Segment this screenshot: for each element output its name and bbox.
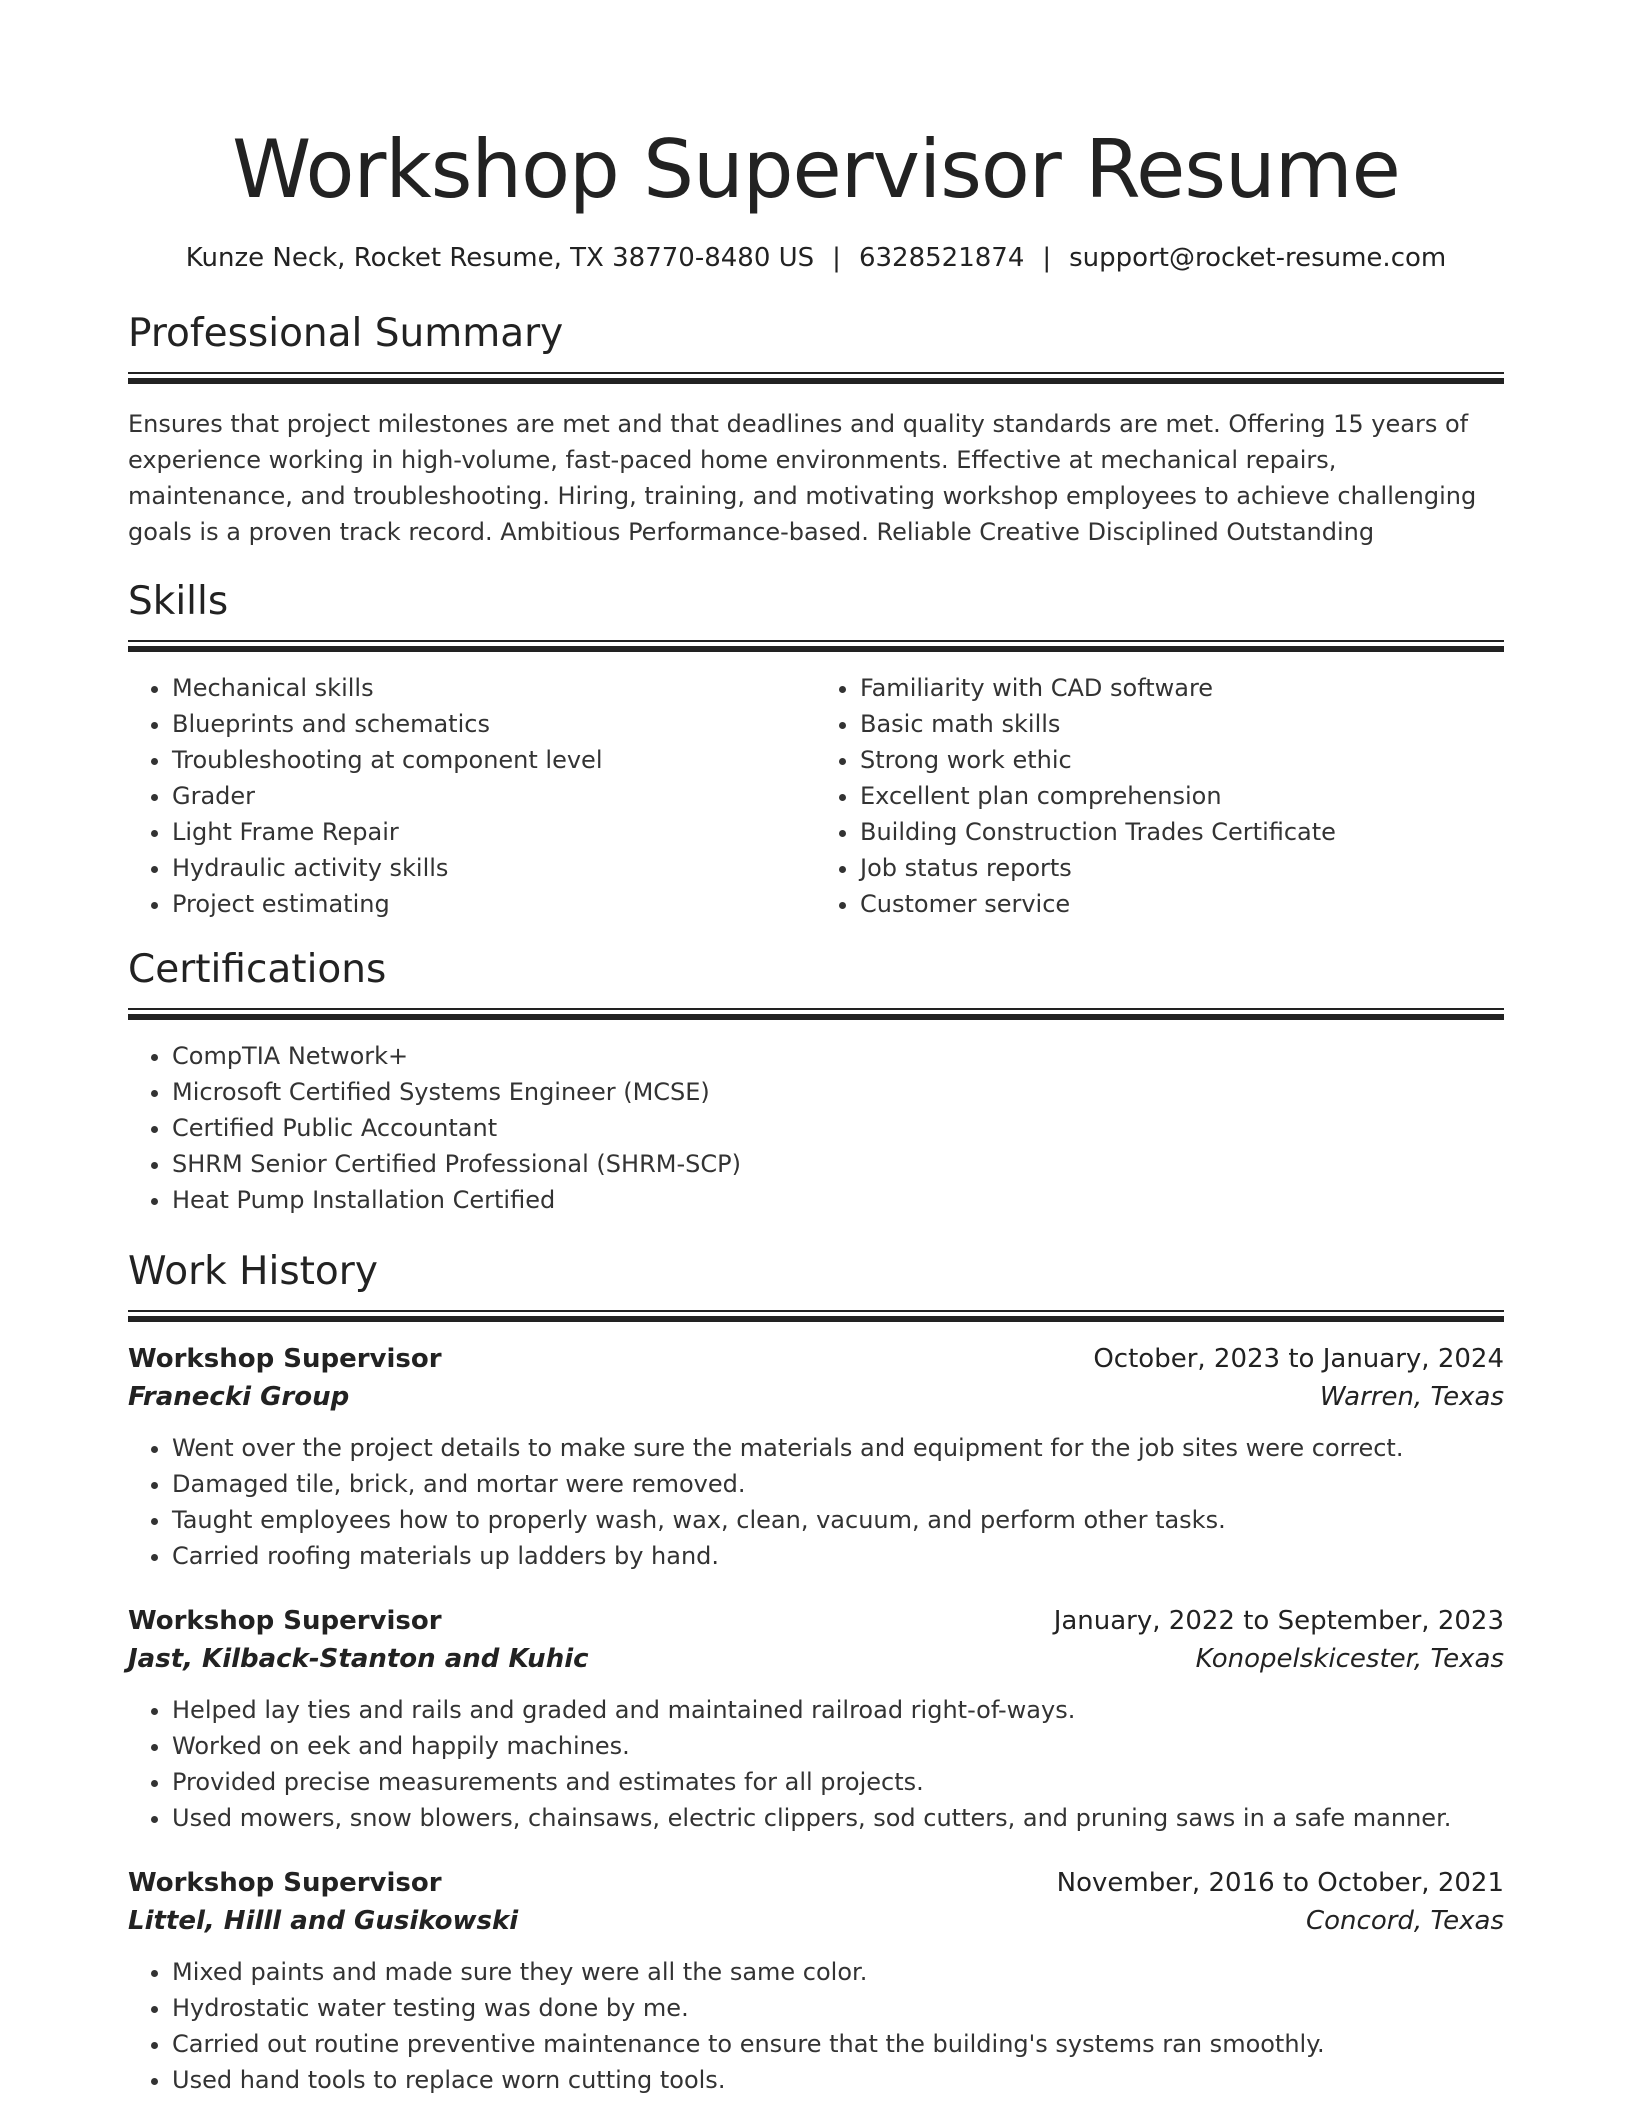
- job-header: [128, 1864, 1504, 1902]
- job-dates: October, 2023 to January, 2024: [1093, 1344, 1504, 1374]
- job-bullet: • Mixed paints and made sure they were all the same color.: [172, 1954, 1504, 1990]
- summary-section: [128, 310, 1504, 550]
- job-bullet: • Carried roofing materials up ladders by hand.: [172, 1538, 1504, 1574]
- contact-address: Kunze Neck, Rocket Resume, TX 38770-8480 US: [185, 243, 815, 273]
- job-bullet: • Taught employees how to properly wash, wax, clean, vacuum, and perform other tasks.: [172, 1502, 1504, 1538]
- job-company: Littel, Hilll and Gusikowski: [128, 1906, 519, 1936]
- certification-item: • CompTIA Network+: [172, 1038, 1504, 1074]
- job-company: Franecki Group: [128, 1382, 350, 1412]
- job-location: Concord, Texas: [1306, 1906, 1504, 1936]
- job-location: Warren, Texas: [1319, 1382, 1504, 1412]
- skill-item: • Project estimating: [172, 886, 816, 922]
- job-dates: January, 2022 to September, 2023: [1053, 1606, 1504, 1636]
- skill-item: • Excellent plan comprehension: [860, 778, 1504, 814]
- skills-right-list: [816, 670, 1504, 922]
- certification-item: • Microsoft Certified Systems Engineer (MCSE): [172, 1074, 1504, 1110]
- job-header: [128, 1602, 1504, 1640]
- job-location: Konopelskicester, Texas: [1195, 1644, 1504, 1674]
- contact-phone: 6328521874: [858, 243, 1025, 273]
- job-subheader: [128, 1640, 1504, 1678]
- certification-item: • Certified Public Accountant: [172, 1110, 1504, 1146]
- job-entry: [128, 1340, 1504, 1574]
- job-bullet-list: [128, 1954, 1504, 2098]
- skill-item: • Strong work ethic: [860, 742, 1504, 778]
- skill-item: • Grader: [172, 778, 816, 814]
- skills-section: [128, 578, 1504, 922]
- skill-item: • Job status reports: [860, 850, 1504, 886]
- job-bullet-list: [128, 1430, 1504, 1574]
- job-bullet: • Used hand tools to replace worn cutting tools.: [172, 2062, 1504, 2098]
- job-title: Workshop Supervisor: [128, 1344, 442, 1374]
- section-rule: [128, 640, 1504, 652]
- job-company: Jast, Kilback-Stanton and Kuhic: [128, 1644, 589, 1674]
- job-title: Workshop Supervisor: [128, 1606, 442, 1636]
- job-bullet: • Used mowers, snow blowers, chainsaws, electric clippers, sod cutters, and pruning saws in a safe manner.: [172, 1800, 1504, 1836]
- section-rule: [128, 372, 1504, 384]
- contact-line: [128, 242, 1504, 274]
- summary-heading: Professional Summary: [128, 311, 564, 356]
- job-entry: [128, 1602, 1504, 1836]
- skill-item: • Mechanical skills: [172, 670, 816, 706]
- contact-email: support@rocket-resume.com: [1069, 243, 1447, 273]
- job-header: [128, 1340, 1504, 1378]
- section-rule: [128, 1008, 1504, 1020]
- summary-text: Ensures that project milestones are met and that deadlines and quality standards are met. Offering 15 years of experience working in high-volume, fast-paced home environments. Effective at mechanical repairs, maintenance, and troubleshooting. Hiring, training, and motivating workshop employees to achieve challenging goals is a proven track record. Ambitious Performance-based. Reliable Creative Disciplined Outstanding: [128, 410, 1477, 546]
- job-subheader: [128, 1378, 1504, 1416]
- job-dates: November, 2016 to October, 2021: [1056, 1868, 1504, 1898]
- skill-item: • Hydraulic activity skills: [172, 850, 816, 886]
- job-subheader: [128, 1902, 1504, 1940]
- skill-item: • Customer service: [860, 886, 1504, 922]
- skills-left-list: [128, 670, 816, 922]
- work-history-section: [128, 1248, 1504, 2098]
- job-bullet: • Worked on eek and happily machines.: [172, 1728, 1504, 1764]
- job-title: Workshop Supervisor: [128, 1868, 442, 1898]
- job-bullet: • Carried out routine preventive maintenance to ensure that the building's systems ran smoothly.: [172, 2026, 1504, 2062]
- skills-heading: Skills: [128, 579, 229, 624]
- certification-item: • SHRM Senior Certified Professional (SHRM-SCP): [172, 1146, 1504, 1182]
- skill-item: • Basic math skills: [860, 706, 1504, 742]
- contact-separator: |: [832, 243, 841, 273]
- resume-page: [128, 0, 1504, 2098]
- page-title: Workshop Supervisor Resume: [232, 123, 1400, 216]
- skill-item: • Light Frame Repair: [172, 814, 816, 850]
- job-bullet: • Damaged tile, brick, and mortar were removed.: [172, 1466, 1504, 1502]
- skill-item: • Troubleshooting at component level: [172, 742, 816, 778]
- certification-item: • Heat Pump Installation Certified: [172, 1182, 1504, 1218]
- certifications-heading: Certifications: [128, 947, 387, 992]
- skills-grid: [128, 670, 1504, 922]
- work-history-heading: Work History: [128, 1249, 378, 1294]
- skill-item: • Familiarity with CAD software: [860, 670, 1504, 706]
- job-bullet: • Helped lay ties and rails and graded and maintained railroad right-of-ways.: [172, 1692, 1504, 1728]
- skill-item: • Building Construction Trades Certificate: [860, 814, 1504, 850]
- certifications-section: [128, 946, 1504, 1218]
- job-bullet: • Went over the project details to make sure the materials and equipment for the job sites were correct.: [172, 1430, 1504, 1466]
- job-bullet: • Hydrostatic water testing was done by me.: [172, 1990, 1504, 2026]
- job-entry: [128, 1864, 1504, 2098]
- job-bullet-list: [128, 1692, 1504, 1836]
- certifications-list: [128, 1038, 1504, 1218]
- section-rule: [128, 1310, 1504, 1322]
- contact-separator: |: [1042, 243, 1052, 273]
- job-bullet: • Provided precise measurements and estimates for all projects.: [172, 1764, 1504, 1800]
- skill-item: • Blueprints and schematics: [172, 706, 816, 742]
